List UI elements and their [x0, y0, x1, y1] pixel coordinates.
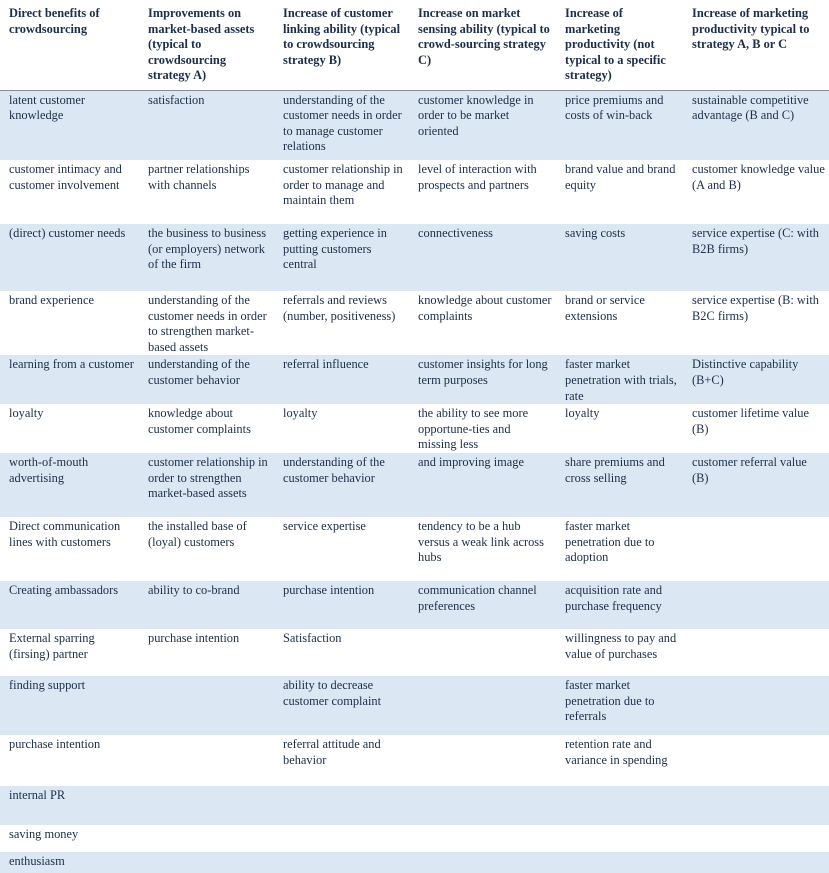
table-row [0, 581, 829, 629]
table-cell: worth-of-mouth advertising [0, 453, 139, 517]
table-cell: faster market penetration with trials, rate [556, 355, 683, 404]
table-row [0, 676, 829, 735]
table-cell: tendency to be a hub versus a weak link across hubs [409, 517, 556, 581]
table-cell: loyalty [274, 404, 409, 453]
table-cell: brand or service extensions [556, 291, 683, 355]
table-cell: ability to co-brand [139, 581, 274, 629]
table-row [0, 404, 829, 453]
table-cell: faster market penetration due to adoption [556, 517, 683, 581]
header-row [0, 0, 829, 90]
table-cell: service expertise (C: with B2B firms) [683, 224, 829, 291]
table-cell: share premiums and cross selling [556, 453, 683, 517]
header-marketing-productivity: Increase of marketing productivity (not typical to a specific strategy) [556, 0, 683, 90]
table-cell [683, 852, 829, 873]
table-cell: brand experience [0, 291, 139, 355]
table-cell: communication channel preferences [409, 581, 556, 629]
table-cell: referral attitude and behavior [274, 735, 409, 786]
table-cell: latent customer knowledge [0, 90, 139, 160]
table-cell: customer referral value (B) [683, 453, 829, 517]
table-cell: acquisition rate and purchase frequency [556, 581, 683, 629]
table-cell: understanding of the customer needs in order to strengthen market-based assets [139, 291, 274, 355]
table-cell: loyalty [0, 404, 139, 453]
table-cell: Creating ambassadors [0, 581, 139, 629]
table-row [0, 825, 829, 852]
table-cell: service expertise (B: with B2C firms) [683, 291, 829, 355]
table-cell [683, 676, 829, 735]
table-cell: learning from a customer [0, 355, 139, 404]
table-cell: External sparring (firsing) partner [0, 629, 139, 676]
table-cell: price premiums and costs of win-back [556, 90, 683, 160]
table-cell [556, 825, 683, 852]
table-row [0, 517, 829, 581]
table-cell [409, 852, 556, 873]
header-market-sensing: Increase on market sensing ability (typical to crowd-sourcing strategy C) [409, 0, 556, 90]
table-header [0, 0, 829, 90]
table-cell: finding support [0, 676, 139, 735]
table-cell: retention rate and variance in spending [556, 735, 683, 786]
table-cell [683, 517, 829, 581]
table-cell [683, 825, 829, 852]
table-cell [139, 676, 274, 735]
table-row [0, 852, 829, 873]
table-cell: partner relationships with channels [139, 160, 274, 224]
table-cell [409, 629, 556, 676]
table-cell [274, 852, 409, 873]
table-cell [139, 852, 274, 873]
table-cell [274, 825, 409, 852]
table-cell: faster market penetration due to referrals [556, 676, 683, 735]
table-row [0, 735, 829, 786]
table-cell: customer lifetime value (B) [683, 404, 829, 453]
table-cell: connectiveness [409, 224, 556, 291]
header-customer-linking: Increase of customer linking ability (typical to crowdsourcing strategy B) [274, 0, 409, 90]
table-row [0, 629, 829, 676]
table-row [0, 160, 829, 224]
table-cell: customer relationship in order to manage and maintain them [274, 160, 409, 224]
table-cell: knowledge about customer complaints [409, 291, 556, 355]
table-cell [409, 825, 556, 852]
table-cell: satisfaction [139, 90, 274, 160]
table-cell: enthusiasm [0, 852, 139, 873]
table-cell [556, 852, 683, 873]
table-cell [139, 786, 274, 825]
table-row [0, 453, 829, 517]
table-cell: willingness to pay and value of purchases [556, 629, 683, 676]
table-cell: saving money [0, 825, 139, 852]
table-cell [139, 735, 274, 786]
table-cell: customer knowledge value (A and B) [683, 160, 829, 224]
table-cell [409, 676, 556, 735]
table-cell [683, 581, 829, 629]
table-cell: customer intimacy and customer involvement [0, 160, 139, 224]
table-cell: customer relationship in order to strengthen market-based assets [139, 453, 274, 517]
table-cell: customer insights for long term purposes [409, 355, 556, 404]
table-cell [409, 786, 556, 825]
table-cell [683, 735, 829, 786]
table-cell: loyalty [556, 404, 683, 453]
table-cell [556, 786, 683, 825]
table-cell: internal PR [0, 786, 139, 825]
header-marketing-productivity-abc: Increase of marketing productivity typical to strategy A, B or C [683, 0, 829, 90]
table-cell: purchase intention [274, 581, 409, 629]
table-cell: saving costs [556, 224, 683, 291]
table-row [0, 90, 829, 160]
table-row [0, 291, 829, 355]
table-cell: brand value and brand equity [556, 160, 683, 224]
table-cell: understanding of the customer behavior [274, 453, 409, 517]
table-cell: getting experience in putting customers central [274, 224, 409, 291]
table-row [0, 355, 829, 404]
table-cell: the business to business (or employers) network of the firm [139, 224, 274, 291]
table-cell: service expertise [274, 517, 409, 581]
table-cell [139, 825, 274, 852]
table-cell: Distinctive capability (B+C) [683, 355, 829, 404]
table-cell [409, 735, 556, 786]
table-cell: sustainable competitive advantage (B and C) [683, 90, 829, 160]
table-cell: Direct communication lines with customers [0, 517, 139, 581]
table-cell [683, 786, 829, 825]
table-cell: the installed base of (loyal) customers [139, 517, 274, 581]
table-cell: purchase intention [0, 735, 139, 786]
table-cell: (direct) customer needs [0, 224, 139, 291]
table-cell [274, 786, 409, 825]
header-market-based-assets: Improvements on market-based assets (typical to crowdsourcing strategy A) [139, 0, 274, 90]
header-direct-benefits: Direct benefits of crowdsourcing [0, 0, 139, 90]
table-row [0, 786, 829, 825]
table-cell: ability to decrease customer complaint [274, 676, 409, 735]
table-cell: the ability to see more opportune-ties and missing less [409, 404, 556, 453]
table-cell: knowledge about customer complaints [139, 404, 274, 453]
table-cell: understanding of the customer behavior [139, 355, 274, 404]
table-cell: purchase intention [139, 629, 274, 676]
table-cell: understanding of the customer needs in order to manage customer relations [274, 90, 409, 160]
table-cell: Satisfaction [274, 629, 409, 676]
table-cell [683, 629, 829, 676]
table-cell: referral influence [274, 355, 409, 404]
table-body [0, 90, 829, 873]
table-cell: customer knowledge in order to be market oriented [409, 90, 556, 160]
table-cell: and improving image [409, 453, 556, 517]
table-cell: referrals and reviews (number, positiveness) [274, 291, 409, 355]
table-row [0, 224, 829, 291]
table-cell: level of interaction with prospects and partners [409, 160, 556, 224]
